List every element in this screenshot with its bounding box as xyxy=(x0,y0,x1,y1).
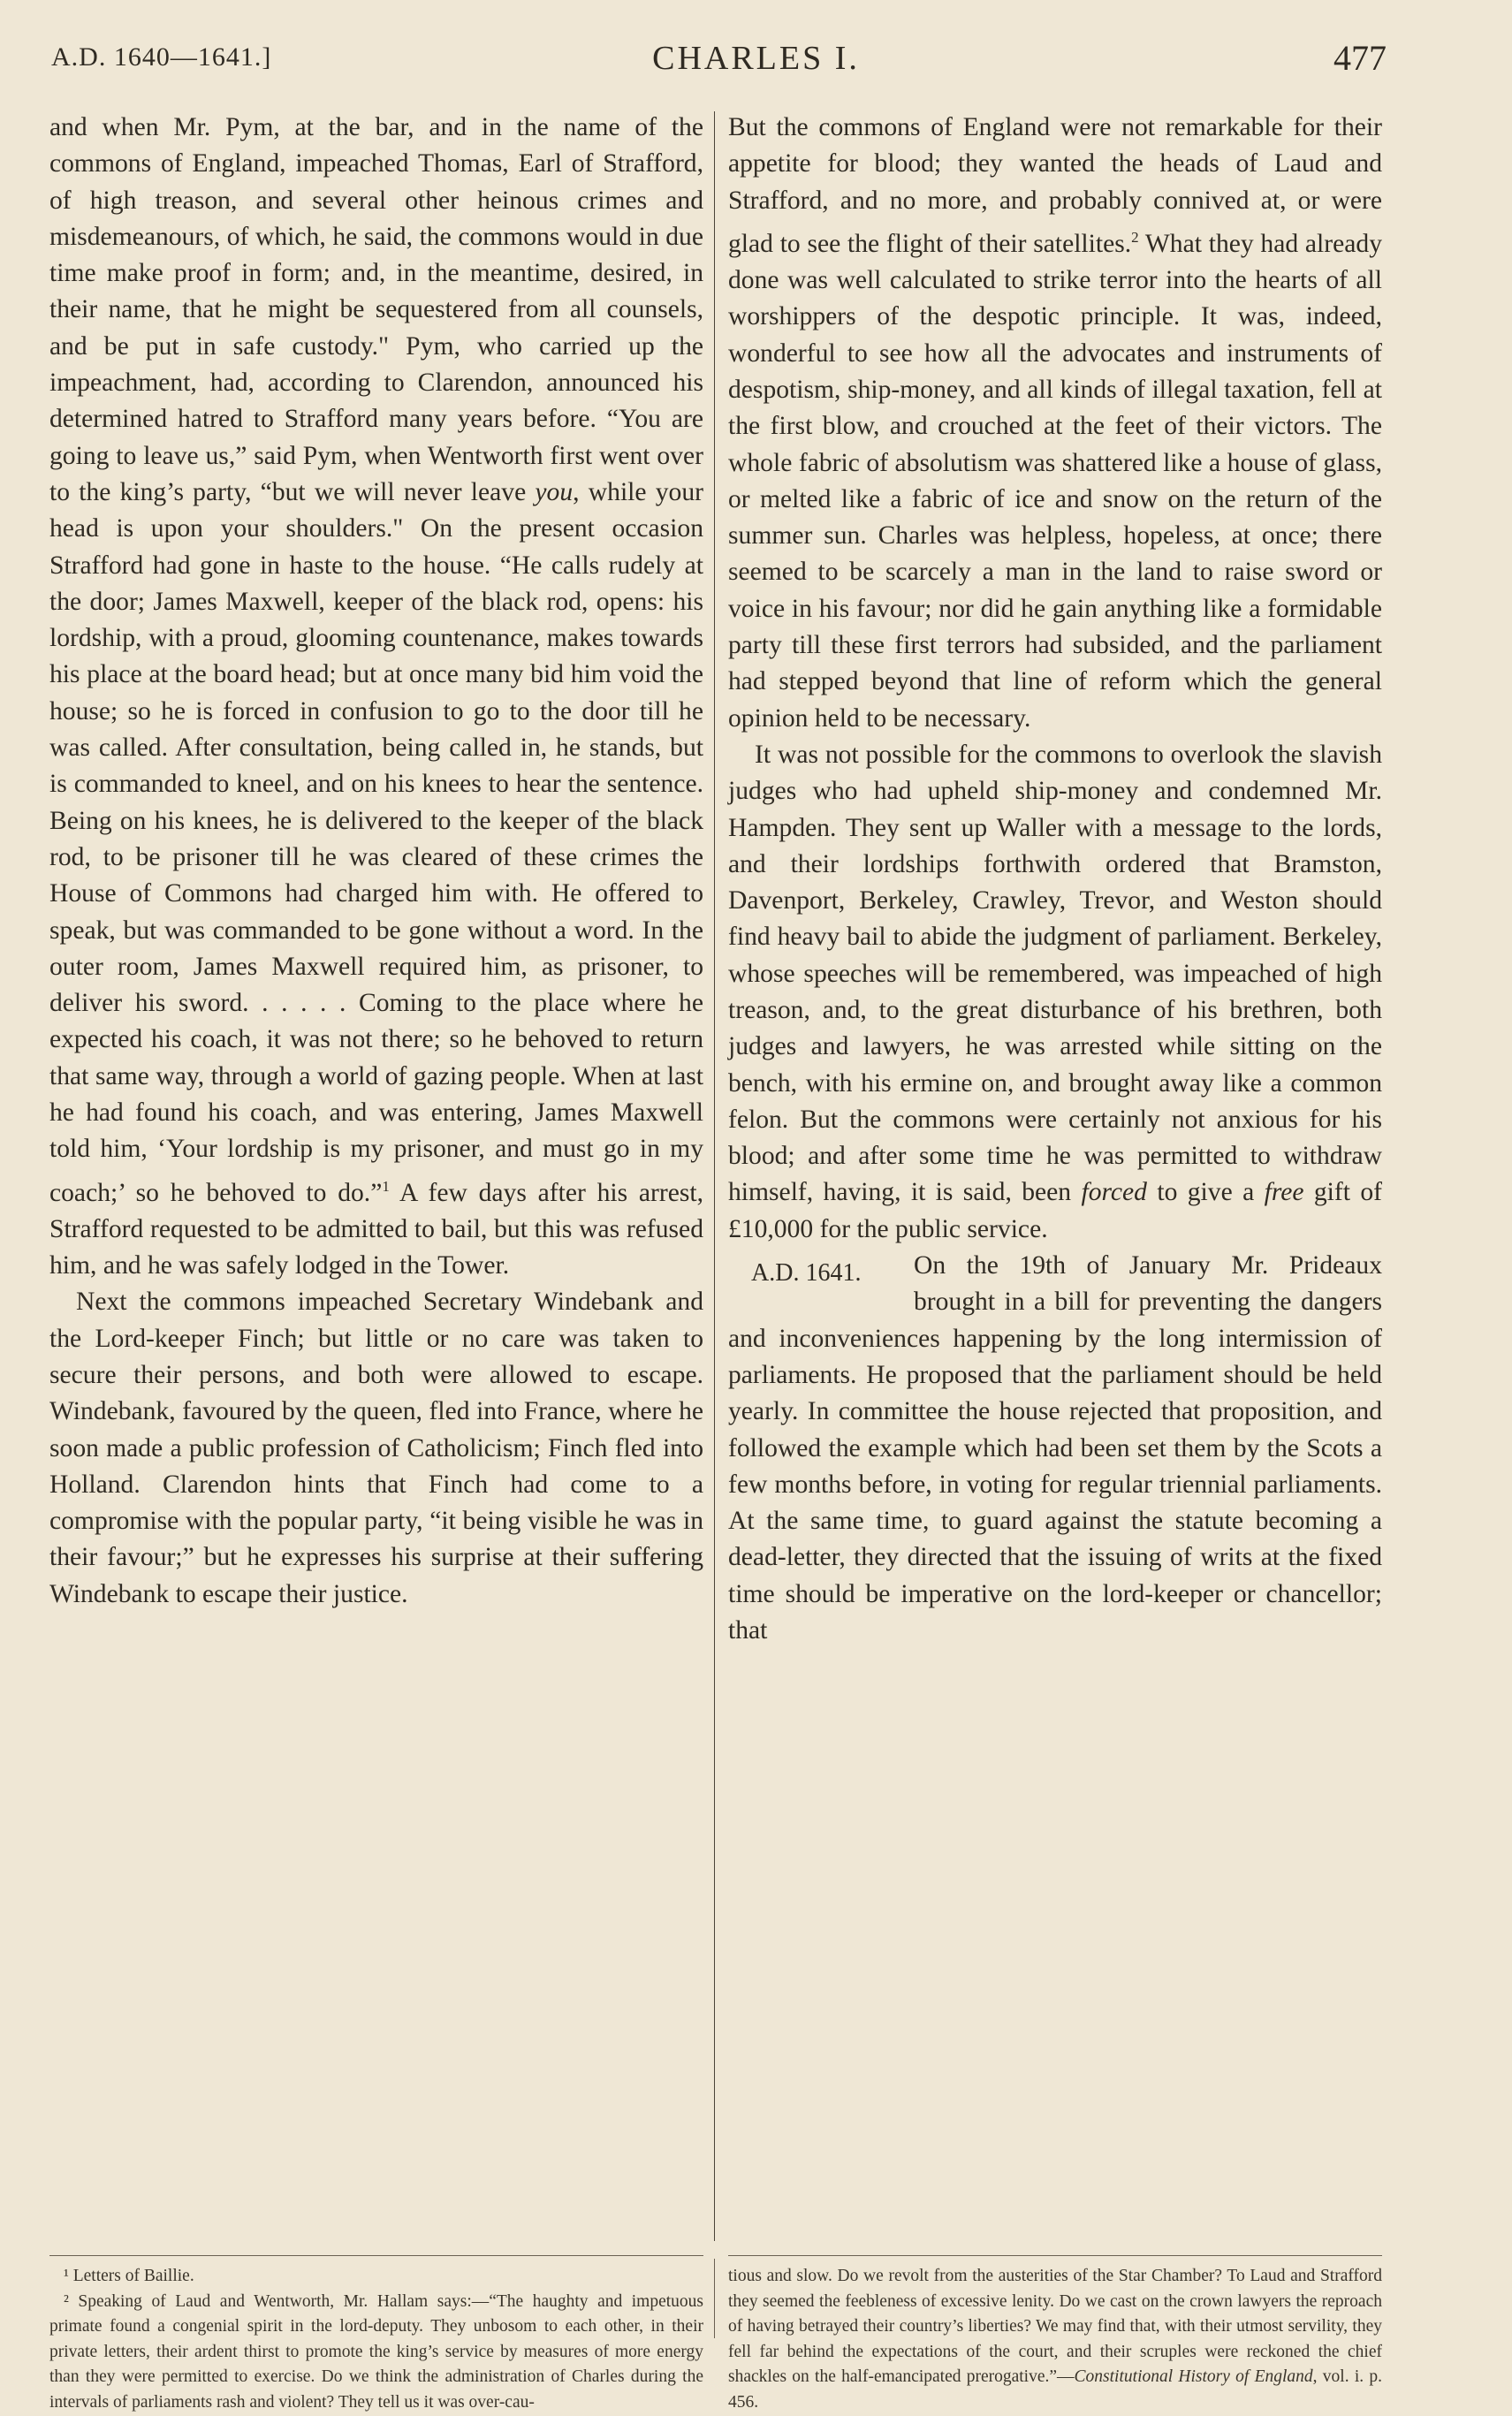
header-date-range: A.D. 1640—1641.] xyxy=(51,42,272,72)
footnotes-left xyxy=(49,2264,703,2416)
text-run: and when Mr. Pym, at the bar, and in the name of the commons of England, impeached Thomas, Earl of Strafford, of high treason, and several other heinous crimes and misdemeanours, of which, he said, the commons would in due time make proof in form; and, in the meantime, desired, in their name, that he might be sequestered from all counsels, and be put in safe custody." Pym, who carried up the impeachment, had, according to Clarendon, announced his determined hatred to Strafford many years before. “You are going to leave us,” said Pym, when Wentworth first went over to the king’s party, “but we will never leave xyxy=(49,113,703,506)
right-paragraph-2 xyxy=(728,737,1382,1248)
footnote-1: ¹ Letters of Baillie. xyxy=(64,2267,194,2285)
footnotes-right xyxy=(728,2264,1382,2416)
header-title: CHARLES I. xyxy=(652,40,860,77)
text-run: A few days after his arrest, Strafford requested to be admitted to bail, but this was refused him, and he was safely lodged in the Tower. xyxy=(49,1178,703,1280)
text-run: , while your head is upon your shoulders." On the present occasion Strafford had gone in haste to the house. “He calls rudely at the door; James Maxwell, keeper of the black rod, opens: his lordship, with a proud, glooming countenance, makes towards his place at the board head; but at once many bid him void the house; so he is forced in confusion to go to the door till he was called. After consultation, being called in, he stands, but is commanded to kneel, and on his knees to hear the sentence. Being on his knees, he is delivered to the keeper of the black rod, to be prisoner till he was cleared of these crimes the House of Commons had charged him with. He offered to speak, but was commanded to be gone without a word. In the outer room, James Maxwell required him, as prisoner, to deliver his sword. . . . . . Coming to the place where he expected his coach, it was not there; so he behoved to return that same way, through a world of gazing people. When at last he had found his coach, and was entering, James Maxwell told him, ‘Your lordship is my prisoner, and must go in my coach;’ so he behoved to do.” xyxy=(49,477,703,1207)
emphasis-text: free xyxy=(1264,1178,1304,1207)
text-run: It was not possible for the commons to overlook the slavish judges who had upheld ship-money and condemned Mr. Hampden. They sent up Waller with a message to the lords, and their lordships forthwith ordered that Bramston, Davenport, Berkeley, Crawley, Trevor, and Weston should find heavy bail to abide the judgment of parliament. Berkeley, whose speeches will be remembered, was impeached of high treason, and, to the great disturbance of his brethren, both judges and lawyers, he was arrested while sitting on the bench, with his ermine on, and brought away like a common felon. But the commons were certainly not anxious for his blood; and after some time he was permitted to withdraw himself, having, it is said, been xyxy=(728,740,1382,1207)
text-run: , vol. i. p. 456. xyxy=(728,2367,1382,2412)
footnote-ref: 2 xyxy=(1131,228,1139,246)
right-column xyxy=(728,110,1382,1649)
footnote-ref: 1 xyxy=(382,1177,390,1195)
marginal-date-note: A.D. 1641. xyxy=(751,1259,862,1288)
text-run: gift of £10,000 for the public service. xyxy=(728,1178,1383,1243)
left-paragraph-1 xyxy=(49,110,703,1284)
footnote-2: ² Speaking of Laud and Wentworth, Mr. Hallam says:—“The haughty and impetuous primate found a congenial spirit in the lord-deputy. They unbosom to each other, in their private letters, their ardent thirst to promote the king’s service by measures of more energy than they were permitted to exercise. Do we think the administration of Charles during the intervals of parliaments rash and violent? They tell us it was over-cau- xyxy=(49,2291,703,2412)
running-header xyxy=(0,0,1512,88)
text-run: to give a xyxy=(1146,1178,1265,1207)
footnote-rule-left xyxy=(49,2255,703,2256)
text-run: What they had already done was well calculated to strike terror into the hearts of all worshippers of the despotic principle. It was, indeed, wonderful to see how all the advocates and instruments of despotism, ship-money, and all kinds of illegal taxation, fell at the first blow, and crouched at the feet of their victors. The whole fabric of absolutism was shattered like a house of glass, or melted like a fabric of ice and snow on the return of the summer sun. Charles was helpless, hopeless, at once; there seemed to be scarcely a man in the land to raise sword or voice in his favour; nor did he gain anything like a formidable party till these first terrors had subsided, and the parliament had stepped beyond that line of reform which the general opinion held to be necessary. xyxy=(728,229,1382,733)
left-column xyxy=(49,110,703,1613)
text-run: But the commons of England were not remarkable for their appetite for blood; they wanted the heads of Laud and Strafford, and no more, and probably connived at, or were glad to see the flight of their satellites. xyxy=(728,113,1382,258)
right-paragraph-3 xyxy=(728,1248,1382,1649)
right-paragraph-1 xyxy=(728,110,1382,737)
footnote-column-divider xyxy=(714,2259,715,2338)
emphasis-text: forced xyxy=(1081,1178,1147,1207)
footnote-2-continued xyxy=(728,2264,1382,2416)
text-run: tious and slow. Do we revolt from the austerities of the Star Chamber? To Laud and Strafford they seemed the feebleness of excessive lenity. Do we cast on the crown lawyers the reproach of having betrayed their country’s liberties? We may find that, with their utmost servility, they fell far behind the expectations of the court, and their scruples were reckoned the chief shackles on the half-emancipated prerogative.”— xyxy=(728,2267,1382,2387)
citation-title: Constitutional History of England xyxy=(1074,2367,1313,2387)
emphasis-text: you xyxy=(535,477,574,506)
column-divider xyxy=(714,111,715,2241)
left-paragraph-2: Next the commons impeached Secretary Windebank and the Lord-keeper Finch; but little or no care was taken to secure their persons, and both were allowed to escape. Windebank, favoured by the queen, fled into France, where he soon made a public profession of Catholicism; Finch fled into Holland. Clarendon hints that Finch had come to a compromise with the popular party, “it being visible he was in their favour;” but he expresses his surprise at their suffering Windebank to escape their justice. xyxy=(49,1288,703,1608)
text-run: On the 19th of January Mr. Prideaux brought in a bill for preventing the dangers and inconveniences happening by the long intermission of parliaments. He proposed that the parliament should be held yearly. In committee the house rejected that proposition, and followed the example which had been set them by the Scots a few months before, in voting for regular triennial parliaments. At the same time, to guard against the statute becoming a dead-letter, they directed that the issuing of writs at the fixed time should be imperative on the lord-keeper or chancellor; that xyxy=(728,1251,1382,1645)
page-number: 477 xyxy=(1333,38,1387,78)
footnote-rule-right xyxy=(728,2255,1382,2256)
